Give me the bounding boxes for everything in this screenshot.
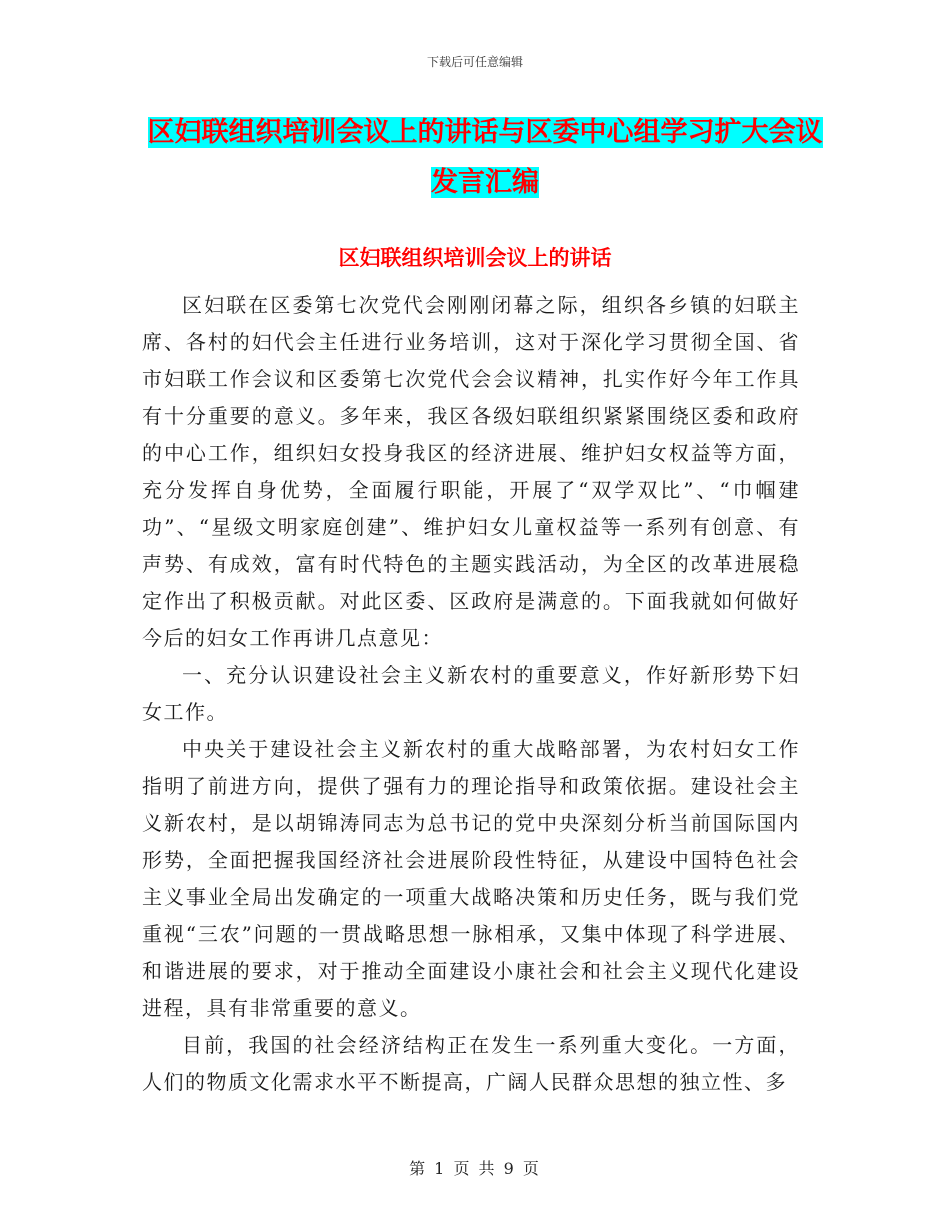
body-paragraph: 一、充分认识建设社会主义新农村的重要意义，作好新形势下妇女工作。 bbox=[142, 663, 800, 724]
body-paragraph: 目前，我国的社会经济结构正在发生一系列重大变化。一方面，人们的物质文化需求水平不断提高，广阔人民群众思想的独立性、多 bbox=[142, 1033, 800, 1094]
document-body bbox=[142, 287, 800, 1101]
section-title: 区妇联组织培训会议上的讲话 bbox=[338, 246, 612, 270]
document-title bbox=[140, 108, 830, 208]
body-paragraph: 区妇联在区委第七次党代会刚刚闭幕之际，组织各乡镇的妇联主席、各村的妇代会主任进行业务培训，这对于深化学习贯彻全国、省市妇联工作会议和区委第七次党代会会议精神，扎实作好今年工作具有十分重要的意义。多年来，我区各级妇联组织紧紧围绕区委和政府的中心工作，组织妇女投身我区的经济进展、维护妇女权益等方面，充分发挥自身优势，全面履行职能，开展了“双学双比”、“巾帼建功”、“星级文明家庭创建”、维护妇女儿童权益等一系列有创意、有声势、有成效，富有时代特色的主题实践活动，为全区的改革进展稳定作出了积极贡献。对此区委、区政府是满意的。下面我就如何做好今后的妇女工作再讲几点意见： bbox=[142, 293, 800, 650]
page-header: 下载后可任意编辑 bbox=[426, 55, 523, 69]
document-title-text: 区妇联组织培训会议上的讲话与区委中心组学习扩大会议发言汇编 bbox=[147, 117, 823, 198]
page-number-footer: 第 1 页 共 9 页 bbox=[409, 1159, 541, 1178]
body-paragraph: 中央关于建设社会主义新农村的重大战略部署，为农村妇女工作指明了前进方向，提供了强有力的理论指导和政策依据。建设社会主义新农村，是以胡锦涛同志为总书记的党中央深刻分析当前国际国内形势，全面把握我国经济社会进展阶段性特征，从建设中国特色社会主义事业全局出发确定的一项重大战略决策和历史任务，既与我们党重视“三农”问题的一贯战略思想一脉相承，又集中体现了科学进展、和谐进展的要求，对于推动全面建设小康社会和社会主义现代化建设进程，具有非常重要的意义。 bbox=[142, 737, 800, 1020]
